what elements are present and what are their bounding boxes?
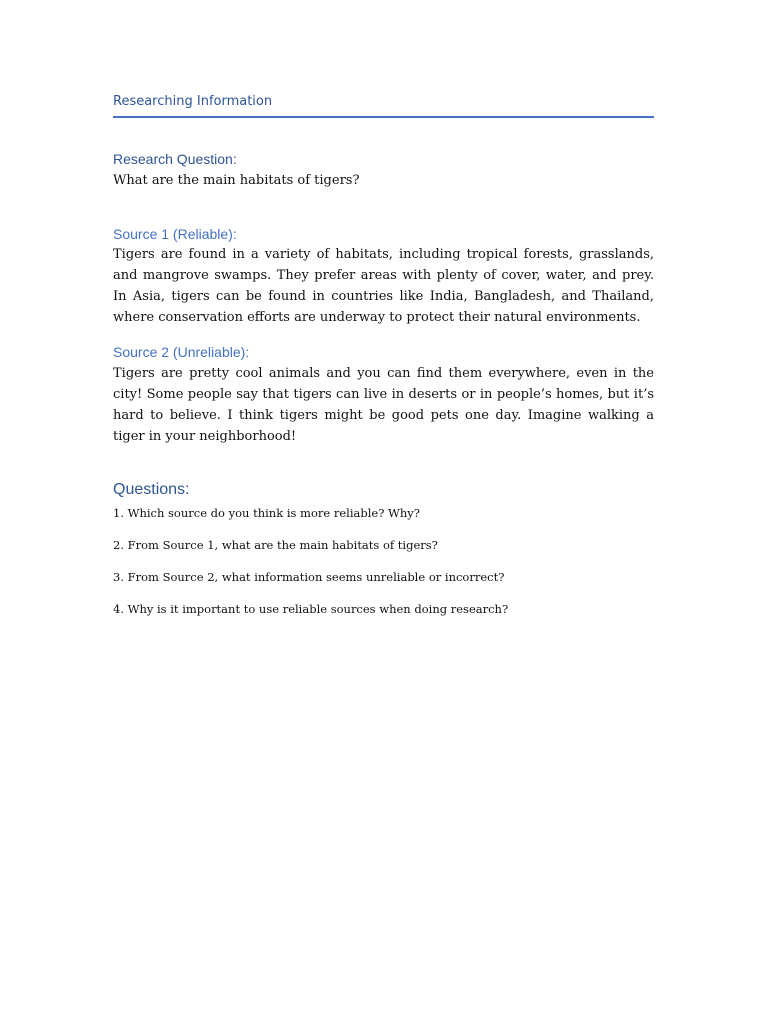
source2-text: Tigers are pretty cool animals and you can find them everywhere, even in the city! Some people say that tigers can live in deserts or in people’s homes, but it’s hard to believe. I think tigers might be good pets one day. Imagine walking a tiger in your neighborhood! bbox=[113, 366, 654, 444]
question-item-4: 4. Why is it important to use reliable sources when doing research? bbox=[113, 602, 509, 616]
title-underline-rule bbox=[113, 116, 654, 118]
question-item-3: 3. From Source 2, what information seems unreliable or incorrect? bbox=[113, 570, 505, 584]
source2-heading: Source 2 (Unreliable): bbox=[113, 344, 250, 360]
source1-heading: Source 1 (Reliable): bbox=[113, 226, 237, 242]
document-title: Researching Information bbox=[113, 94, 273, 109]
question-item-2: 2. From Source 1, what are the main habitats of tigers? bbox=[113, 538, 438, 552]
questions-heading: Questions: bbox=[113, 481, 190, 498]
research-question-heading: Research Question: bbox=[113, 151, 237, 167]
question-item-1: 1. Which source do you think is more reliable? Why? bbox=[113, 506, 420, 520]
research-question-text: What are the main habitats of tigers? bbox=[113, 173, 360, 188]
source1-text: Tigers are found in a variety of habitats, including tropical forests, grasslands, and mangrove swamps. They prefer areas with plenty of cover, water, and prey. In Asia, tigers can be found in countries like India, Bangladesh, and Thailand, where conservation efforts are underway to protect their natural environments. bbox=[113, 247, 654, 325]
